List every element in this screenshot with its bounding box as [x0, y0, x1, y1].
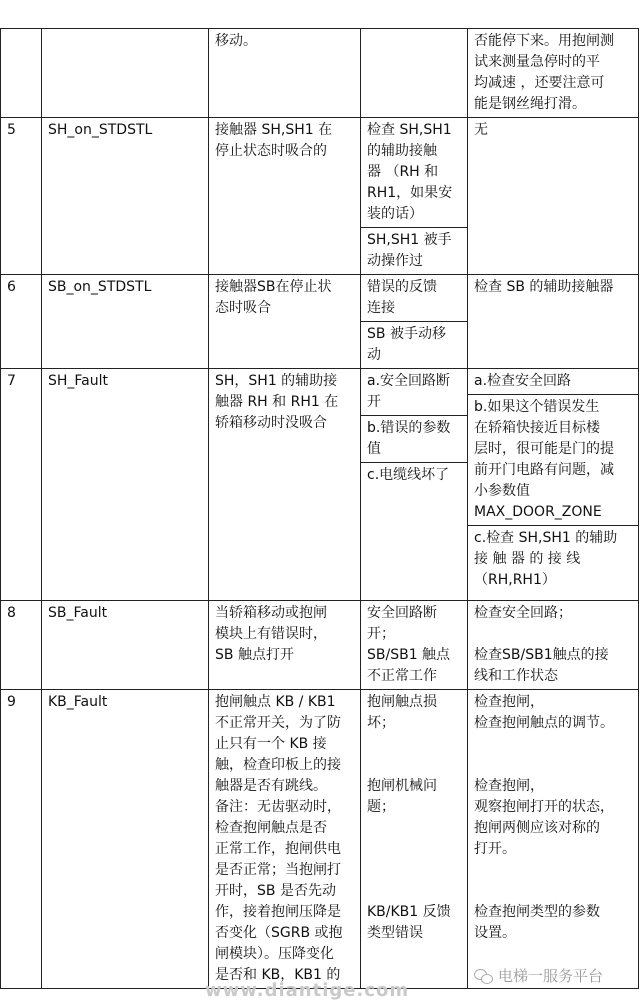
cause-item: 安全回路断 开； SB/SB1 触点 不正常工作	[367, 605, 451, 684]
cause-item: SB 被手动移 动	[361, 321, 467, 368]
cause-cell	[361, 29, 468, 118]
action-item: c.检查 SH,SH1 的辅助 接 触 器 的 接 线 （RH,RH1）	[468, 525, 638, 593]
fault-table-body	[1, 29, 639, 989]
fault-code-cell	[42, 29, 209, 118]
cause-item: a.安全回路断 开	[367, 373, 451, 410]
action-cell	[468, 601, 639, 690]
action-cell	[468, 29, 639, 118]
action-cell	[468, 369, 639, 601]
fault-description-cell: 接触器SB在停止状 态时吸合	[209, 275, 361, 369]
wechat-icon	[474, 968, 494, 984]
cause-cell	[361, 601, 468, 690]
cause-item: 错误的反馈 连接	[367, 279, 437, 316]
cause-cell	[361, 690, 468, 989]
fault-code-cell: SB_Fault	[42, 601, 209, 690]
cause-item	[361, 29, 467, 33]
fault-number-cell: 7	[1, 369, 42, 601]
fault-code-table	[0, 28, 639, 989]
fault-code-cell: SB_on_STDSTL	[42, 275, 209, 369]
action-item: 检查安全回路； 检查SB/SB1触点的接 线和工作状态	[474, 605, 609, 684]
action-item: 检查 SB 的辅助接触器	[474, 279, 614, 295]
site-watermark: www.diantige.com	[205, 980, 410, 1001]
cause-cell	[361, 275, 468, 369]
action-item: 检查抱闸， 检查抱闸触点的调节。 检查抱闸， 观察抱闸打开的状态， 抱闸两侧应该对称的 打开。 检查抱闸类型的参数 设置。	[474, 694, 614, 941]
fault-description-cell: 抱闸触点 KB / KB1 不正常开关，为了防 止只有一个 KB 接 触，检查印板上的接 触器是否有跳线。 备注：无齿驱动时， 检查抱闸触点是否 正常工作，抱闸供电 是否正常；当抱闸打 开时，SB 是否先动 作，接着抱闸压降是 否变化（SGRB 或抱 闸模块）。压降变化 是否和 KB，KB1 的	[209, 690, 361, 989]
table-row	[1, 601, 639, 690]
table-row	[1, 29, 639, 118]
table-row	[1, 369, 639, 601]
action-item: 无	[474, 122, 488, 138]
fault-code-cell: KB_Fault	[42, 690, 209, 989]
action-cell	[468, 690, 639, 989]
table-row	[1, 690, 639, 989]
fault-number-cell: 8	[1, 601, 42, 690]
action-item: b.如果这个错误发生 在轿箱快接近目标楼 层时，很可能是门的提 前开门电路有问题，减 小参数值 MAX_DOOR_ZONE	[468, 394, 638, 525]
cause-item: SH,SH1 被手 动操作过	[361, 227, 467, 274]
brand-watermark-text: 电梯一服务平台	[498, 967, 604, 985]
brand-watermark	[474, 965, 603, 986]
cause-cell	[361, 369, 468, 601]
action-cell	[468, 275, 639, 369]
cause-cell	[361, 118, 468, 275]
fault-description-cell: SH，SH1 的辅助接 触器 RH 和 RH1 在 轿箱移动时没吸合	[209, 369, 361, 601]
fault-number-cell	[1, 29, 42, 118]
action-item: 否能停下来。用抱闸测 试来测量急停时的平 均减速 ，还要注意可 能是钢丝绳打滑。	[474, 33, 614, 112]
fault-description-cell: 移动。	[209, 29, 361, 118]
fault-code-cell: SH_Fault	[42, 369, 209, 601]
fault-description-cell: 接触器 SH,SH1 在 停止状态时吸合的	[209, 118, 361, 275]
action-cell	[468, 118, 639, 275]
fault-number-cell: 9	[1, 690, 42, 989]
fault-number-cell: 6	[1, 275, 42, 369]
cause-item: 检查 SH,SH1 的辅助接触 器 （RH 和 RH1，如果安 装的话）	[367, 122, 453, 222]
cause-item: 抱闸触点损 坏； 抱闸机械问 题； KB/KB1 反馈 类型错误	[367, 694, 451, 941]
fault-number-cell: 5	[1, 118, 42, 275]
table-row	[1, 118, 639, 275]
action-item: a.检查安全回路	[474, 373, 572, 389]
cause-item: b.错误的参数 值	[361, 415, 467, 462]
fault-code-cell: SH_on_STDSTL	[42, 118, 209, 275]
table-row	[1, 275, 639, 369]
cause-item: c.电缆线坏了	[361, 462, 467, 488]
fault-description-cell: 当轿箱移动或抱闸 模块上有错误时， SB 触点打开	[209, 601, 361, 690]
